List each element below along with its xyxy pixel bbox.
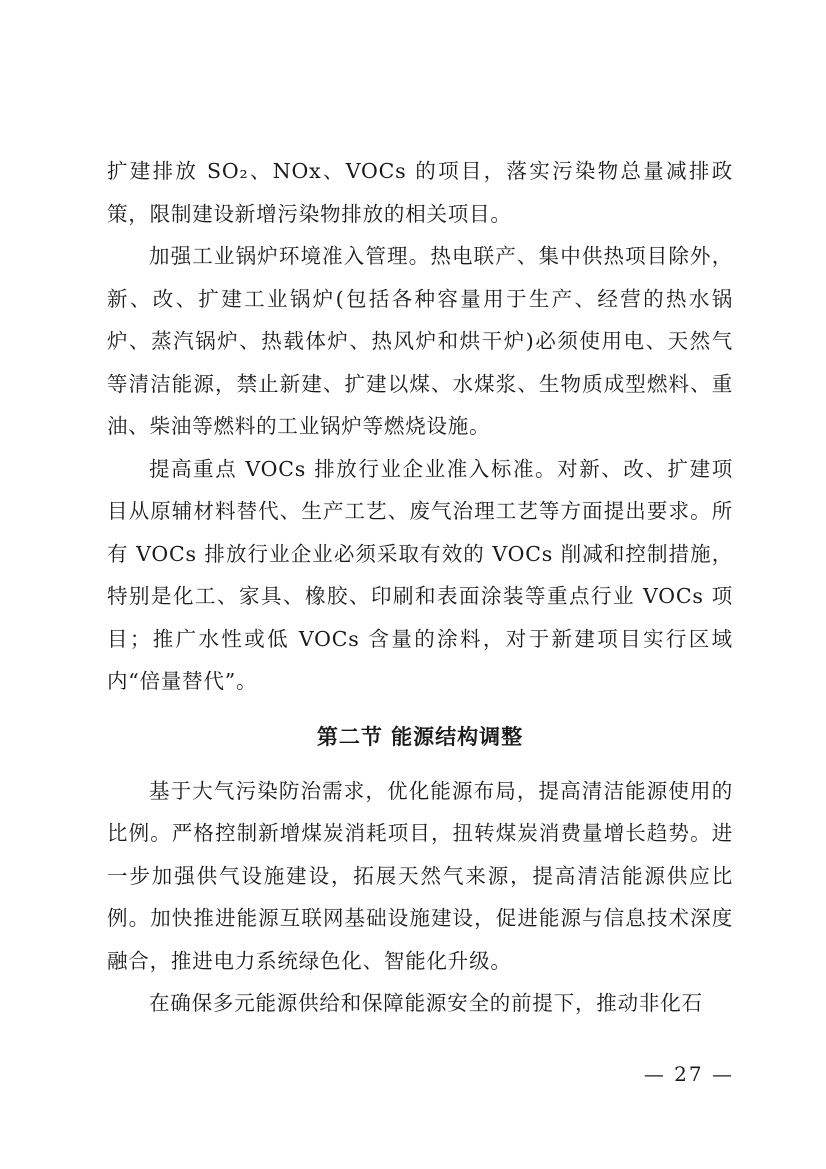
section-heading: 第二节 能源结构调整 xyxy=(316,724,524,749)
paragraph-energy-structure: 基于大气污染防治需求，优化能源布局，提高清洁能源使用的比例。严格控制新增煤炭消耗项目，扭转煤炭消费量增长趋势。进一步加强供气设施建设，拓展天然气来源，提高清洁能源供应比例。加快推进能源互联网基础设施建设，促进能源与信息技术深度融合，推进电力系统绿色化、智能化升级。 xyxy=(107,778,733,973)
paragraph-vocs-standard: 提高重点 VOCs 排放行业企业准入标准。对新、改、扩建项目从原辅材料替代、生产工艺、废气治理工艺等方面提出要求。所有 VOCs 排放行业企业必须采取有效的 VOCs 削减和控制措施，特别是化工、家具、橡胶、印刷和表面涂装等重点行业 VOCs 项目；推广水性或低 VOCs 含量的涂料，对于新建项目实行区域内“倍量替代”。 xyxy=(107,456,733,693)
paragraph-industrial-boiler: 加强工业锅炉环境准入管理。热电联产、集中供热项目除外，新、改、扩建工业锅炉(包括各种容量用于生产、经营的热水锅炉、蒸汽锅炉、热载体炉、热风炉和烘干炉)必须使用电、天然气等清洁能源，禁止新建、扩建以煤、水煤浆、生物质成型燃料、重油、柴油等燃料的工业锅炉等燃烧设施。 xyxy=(107,244,733,438)
page-number: — 27 — xyxy=(643,1062,734,1086)
paragraph-non-fossil: 在确保多元能源供给和保障能源安全的前提下，推动非化石 xyxy=(149,991,703,1015)
paragraph-continued: 扩建排放 SO₂、NOx、VOCs 的项目，落实污染物总量减排政策，限制建设新增污染物排放的相关项目。 xyxy=(107,159,733,226)
page-body xyxy=(107,150,733,1025)
